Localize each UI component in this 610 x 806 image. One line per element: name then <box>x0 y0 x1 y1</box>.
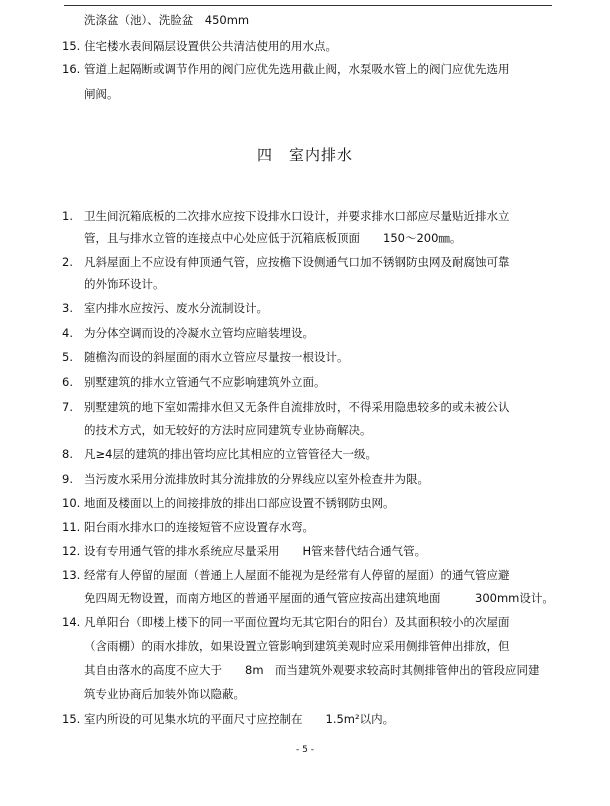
item-text: 凡单阳台（即楼上楼下的同一平面位置均无其它阳台的阳台）及其面积较小的次屋面 <box>84 615 510 629</box>
item-text: 凡斜屋面上不应设有伸顶通气管，应按檐下设侧通气口加不锈钢防虫网及耐腐蚀可靠 <box>84 255 510 269</box>
item-text: 当污废水采用分流排放时其分流排放的分界线应以室外检查井为限。 <box>84 472 429 486</box>
item-text: 为分体空调而设的冷凝水立管均应暗装埋设。 <box>84 326 314 340</box>
item-number: 7. <box>62 400 73 414</box>
item-text: 卫生间沉箱底板的二次排水应按下设排水口设计，并要求排水口部应尽量贴近排水立 <box>84 209 510 223</box>
section-heading: 四 室内排水 <box>256 146 353 164</box>
item-text: 住宅楼水表间隔层设置供公共清洁使用的用水点。 <box>84 39 337 53</box>
item-number: 15. <box>62 712 81 726</box>
item-continuation-text: 的技术方式，如无较好的方法时应同建筑专业协商解决。 <box>84 423 372 437</box>
item-continuation-text: 筑专业协商后加装外饰以隐蔽。 <box>84 687 245 701</box>
item-number: 11. <box>62 520 81 534</box>
item-continuation-text: 其自由落水的高度不应大于 8m 而当建筑外观要求较高时其侧排管伸出的管段应同建 <box>84 663 540 677</box>
item-continuation-text: 管，且与排水立管的连接点中心处应低于沉箱底板顶面 150～200㎜。 <box>84 231 462 245</box>
item-text: 别墅建筑的地下室如需排水但又无条件自流排放时，不得采用隐患较多的或未被公认 <box>84 400 510 414</box>
item-continuation-text: 免四周无物设置，而南方地区的普通平屋面的通气管应按高出建筑地面 300mm设计。 <box>84 591 554 605</box>
item-text: 地面及楼面以上的间接排放的排出口部应设置不锈钢防虫网。 <box>84 496 395 510</box>
item-number: 13. <box>62 568 81 582</box>
item-text: 室内所设的可见集水坑的平面尺寸应控制在 1.5m²以内。 <box>84 712 395 726</box>
item-text: 凡≥4层的建筑的排出管均应比其相应的立管管径大一级。 <box>84 447 377 461</box>
item-number: 8. <box>62 447 73 461</box>
item-text: 设有专用通气管的排水系统应尽量采用 H管来替代结合通气管。 <box>84 544 427 558</box>
item-number: 6. <box>62 375 73 389</box>
item-continuation-text: 闸阀。 <box>84 87 119 101</box>
item-continuation-text: 的外饰环设计。 <box>84 277 165 291</box>
item-number: 4. <box>62 326 73 340</box>
item-text: 管道上起隔断或调节作用的阀门应优先选用截止阀，水泵吸水管上的阀门应优先选用 <box>84 62 510 76</box>
item-number: 15. <box>62 39 81 53</box>
item-text: 洗涤盆（池）、洗脸盆 450mm <box>84 13 250 27</box>
item-text: 别墅建筑的排水立管通气不应影响建筑外立面。 <box>84 375 326 389</box>
item-number: 1. <box>62 209 73 223</box>
item-number: 5. <box>62 350 73 364</box>
item-number: 16. <box>62 62 81 76</box>
item-text: 随檐沟而设的斜屋面的雨水立管应尽量按一根设计。 <box>84 350 349 364</box>
item-number: 10. <box>62 496 81 510</box>
item-number: 3. <box>62 301 73 315</box>
item-continuation-text: （含雨棚）的雨水排放，如果设置立管影响到建筑美观时应采用侧排管伸出排放，但 <box>84 639 510 653</box>
item-number: 2. <box>62 255 73 269</box>
item-number: 12. <box>62 544 81 558</box>
item-text: 阳台雨水排水口的连接短管不应设置存水弯。 <box>84 520 314 534</box>
item-text: 室内排水应按污、废水分流制设计。 <box>84 301 268 315</box>
item-text: 经常有人停留的屋面（普通上人屋面不能视为是经常有人停留的屋面）的通气管应避 <box>84 568 510 582</box>
item-number: 9. <box>62 472 73 486</box>
item-number: 14. <box>62 615 81 629</box>
page-number: - 5 - <box>296 745 314 755</box>
